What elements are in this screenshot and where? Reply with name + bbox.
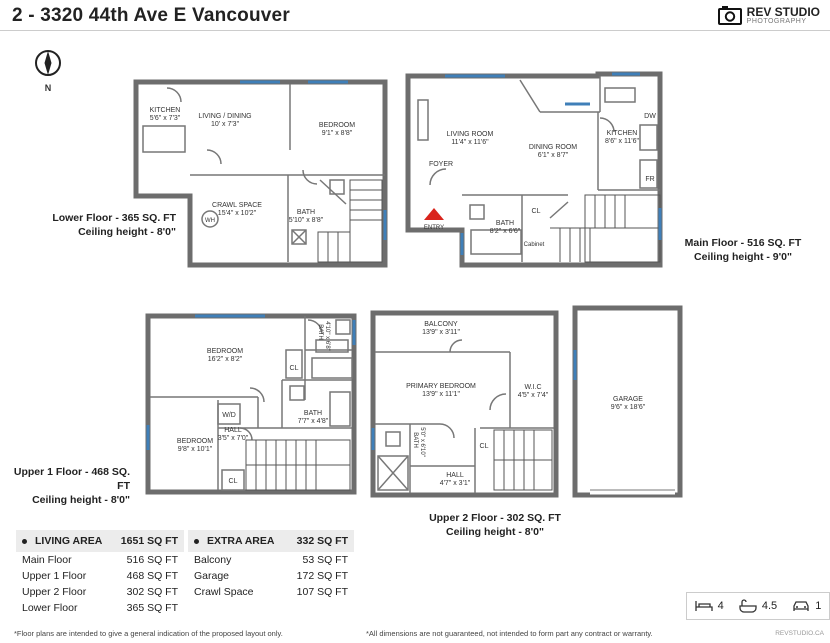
upper2-floor-caption: Upper 2 Floor - 302 SQ. FT Ceiling height - 8'0": [429, 512, 561, 538]
table-row: Upper 2 Floor 302 SQ FT: [22, 586, 178, 598]
footer-disclaimer-left: *Floor plans are intended to give a general indication of the proposed layout only.: [14, 629, 283, 638]
lower-bedroom-size: 9'1" x 8'8": [321, 130, 353, 137]
extra-area-table: [188, 530, 354, 600]
garage-size: 9'6" x 18'6": [610, 404, 646, 411]
page-title: 2 - 3320 44th Ave E Vancouver: [12, 5, 290, 26]
compass-icon: [36, 51, 60, 93]
upper1-bedroom1-name: BEDROOM: [206, 348, 244, 355]
upper1-bedroom1-size: 16'2" x 8'2": [207, 356, 243, 363]
car-icon: [792, 600, 810, 612]
main-floor-plan: [408, 74, 660, 265]
footer-disclaimer-right: *All dimensions are not guaranteed, not intended to form part any contract or warranty.: [366, 629, 653, 638]
footer-brand: REVSTUDIO.CA: [775, 630, 824, 637]
main-floor-caption: Main Floor - 516 SQ. FT Ceiling height - 9'0": [684, 237, 802, 263]
bath-icon: [739, 599, 757, 613]
upper1-bath-name: BATH: [303, 410, 323, 417]
upper2-primary-size: 13'9" x 11'1": [422, 391, 460, 398]
upper2-wic-size: 4'5" x 7'4": [517, 392, 549, 399]
lower-living-size: 10' x 7'3": [210, 121, 240, 128]
lower-bedroom-name: BEDROOM: [318, 122, 356, 129]
main-bath-size: 8'2" x 6'6": [489, 228, 521, 235]
garage-name: GARAGE: [613, 396, 643, 403]
upper2-balcony-name: BALCONY: [424, 321, 458, 328]
upper1-bath-small-size: 4'10" x 6'8": [324, 321, 330, 351]
living-area-total: 1651 SQ FT: [112, 530, 184, 552]
main-bath-name: BATH: [495, 220, 515, 227]
table-row: Crawl Space 107 SQ FT: [194, 586, 348, 598]
main-living-size: 11'4" x 11'6": [451, 139, 489, 146]
main-cabinet-label: Cabinet: [523, 242, 545, 248]
living-area-table: [16, 530, 184, 616]
main-entry-label: ENTRY: [423, 225, 445, 231]
brand-name: REV STUDIO: [746, 4, 820, 19]
table-row: Balcony 53 SQ FT: [194, 554, 348, 566]
main-dw-label: DW: [644, 113, 656, 120]
lower-kitchen-name: KITCHEN: [149, 107, 181, 114]
lower-living-name: LIVING / DINING: [198, 113, 252, 120]
main-kitchen-name: KITCHEN: [606, 130, 638, 137]
upper2-bath-name: BATH: [412, 432, 418, 448]
table-row: Lower Floor 365 SQ FT: [22, 602, 178, 614]
table-row: Garage 172 SQ FT: [194, 570, 348, 582]
main-living-name: LIVING ROOM: [446, 131, 494, 138]
upper2-primary-name: PRIMARY BEDROOM: [406, 383, 476, 390]
upper1-cl1-label: CL: [289, 365, 299, 372]
bed-icon: [695, 600, 713, 612]
lower-kitchen-size: 5'6" x 7'3": [149, 115, 181, 122]
upper1-hall-size: 3'5" x 7'0": [217, 435, 249, 442]
upper1-bedroom2-name: BEDROOM: [176, 438, 214, 445]
main-kitchen-size: 8'6" x 11'6": [605, 138, 639, 145]
lower-bath-name: BATH: [296, 209, 316, 216]
upper2-balcony-size: 13'9" x 3'11": [422, 329, 460, 336]
table-row: Main Floor 516 SQ FT: [22, 554, 178, 566]
lower-floor-caption: Lower Floor - 365 SQ. FT Ceiling height - 8'0": [52, 212, 176, 238]
parking-count: 1: [815, 600, 822, 612]
baths-count: 4.5: [761, 600, 778, 612]
property-stats: [686, 592, 830, 620]
lower-bath-size: 5'10" x 8'8": [288, 217, 324, 224]
compass-label: N: [44, 83, 52, 93]
upper2-floor-plan: [373, 313, 556, 495]
main-dining-name: DINING ROOM: [528, 144, 578, 151]
upper2-cl-label: CL: [479, 443, 489, 450]
upper2-hall-size: 4'7" x 3'1": [439, 480, 471, 487]
upper2-wic-name: W.I.C: [524, 384, 542, 391]
upper2-bath-size: 5'0" x 6'10": [419, 427, 425, 457]
main-cl-label: CL: [531, 208, 541, 215]
lower-wh-label: WH: [205, 218, 215, 224]
upper1-floor-plan: [148, 316, 354, 492]
extra-area-header: EXTRA AREA: [188, 530, 287, 552]
main-fr-label: FR: [645, 176, 655, 183]
living-area-header: LIVING AREA: [16, 530, 112, 552]
brand-subtitle: PHOTOGRAPHY: [746, 17, 807, 25]
upper1-wd-label: W/D: [222, 412, 236, 419]
upper2-hall-name: HALL: [446, 472, 464, 479]
upper1-bedroom2-size: 9'8" x 10'1": [177, 446, 213, 453]
table-row: Upper 1 Floor 468 SQ FT: [22, 570, 178, 582]
upper1-bath-small-name: BATH: [317, 324, 323, 340]
upper1-floor-caption: Upper 1 Floor - 468 SQ. FT Ceiling height - 8'0": [13, 466, 130, 506]
upper1-bath-size: 7'7" x 4'8": [297, 418, 329, 425]
entry-arrow-icon: [424, 208, 444, 220]
lower-crawl-size: 15'4" x 10'2": [217, 210, 257, 217]
main-foyer-label: FOYER: [428, 161, 454, 168]
beds-count: 4: [717, 600, 724, 612]
upper1-hall-name: HALL: [224, 427, 242, 434]
lower-crawl-name: CRAWL SPACE: [212, 202, 262, 209]
upper1-cl2-label: CL: [228, 478, 238, 485]
main-dining-size: 6'1" x 8'7": [537, 152, 569, 159]
extra-area-total: 332 SQ FT: [287, 530, 355, 552]
